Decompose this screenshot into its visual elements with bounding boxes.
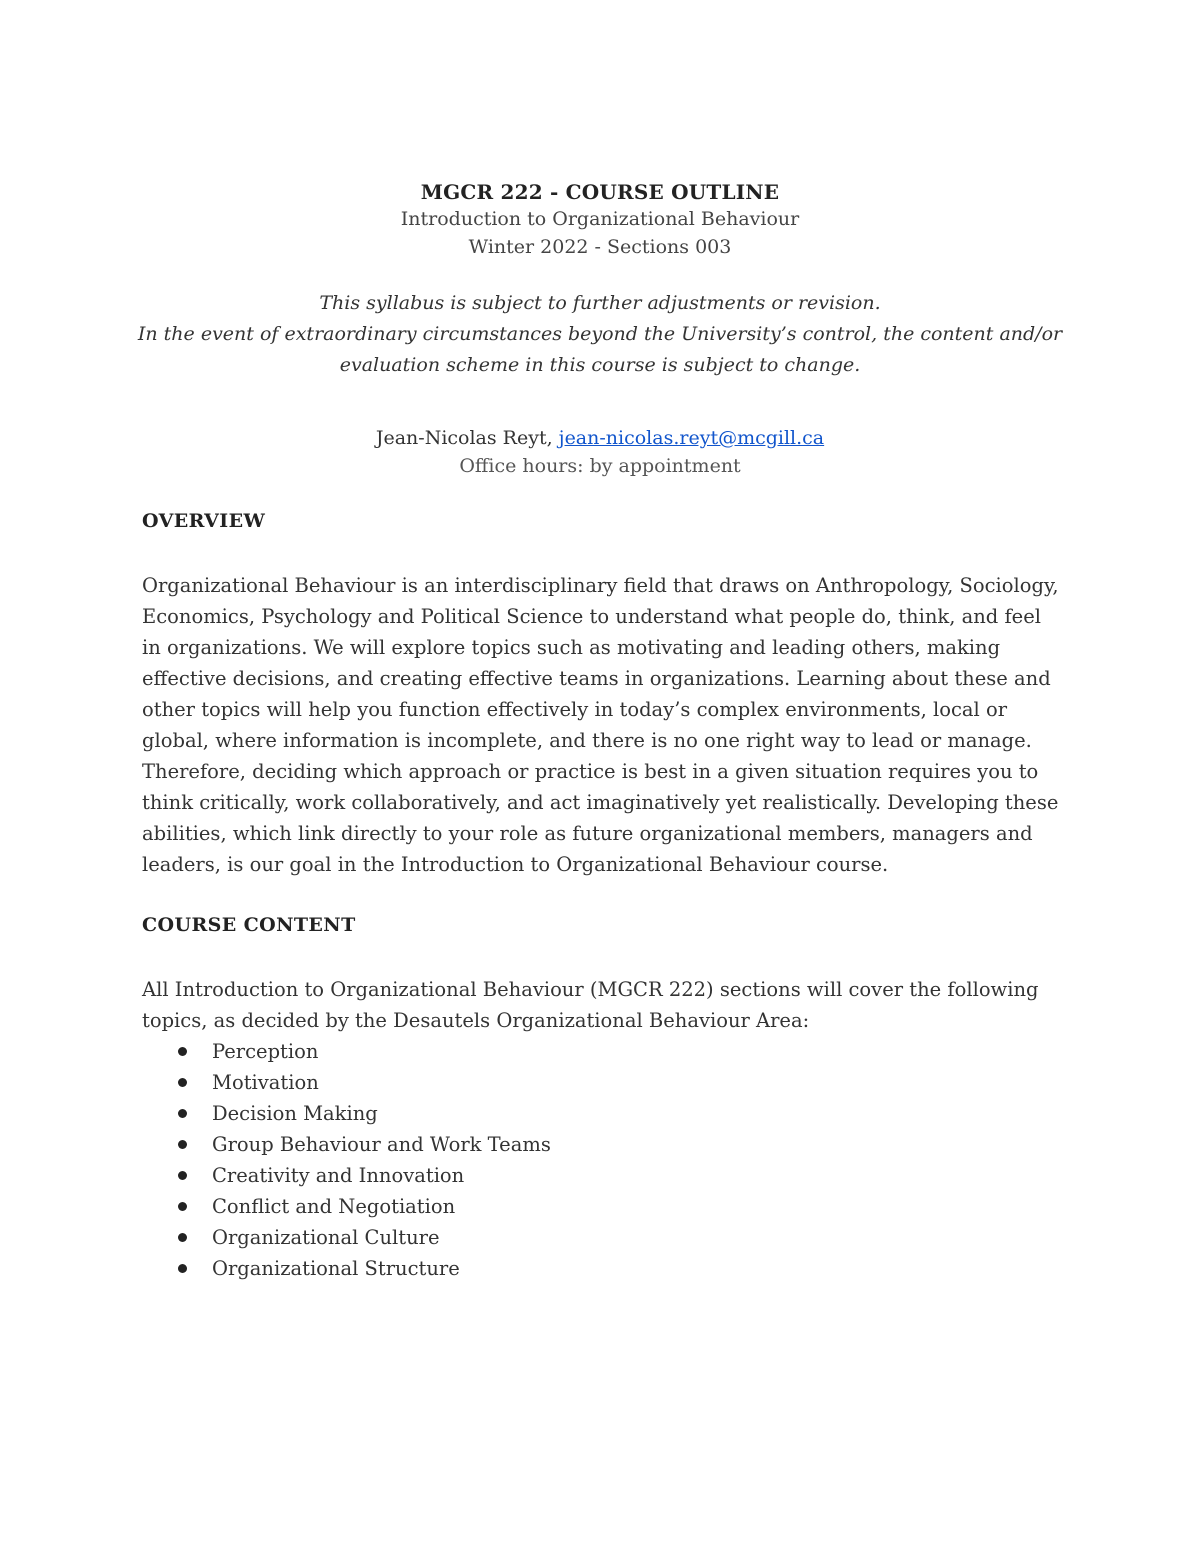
course-content-intro: All Introduction to Organizational Behaviour (MGCR 222) sections will cover the following topics, as decided by the Desautels Organizational Behaviour Area: [142,978,1039,1032]
instructor-email-link[interactable]: jean-nicolas.reyt@mcgill.ca [558,427,825,449]
topic-list [142,1036,551,1284]
topic-label: Perception [212,1040,319,1063]
topic-label: Group Behaviour and Work Teams [212,1133,551,1156]
disclaimer-line-2: In the event of extraordinary circumstances beyond the University’s control, the content and/or evaluation scheme in this course is subject to change. [137,323,1063,376]
instructor-contact [0,424,1200,480]
bullet-icon [178,1202,187,1211]
topic-label: Organizational Structure [212,1257,460,1280]
list-item [142,1191,551,1222]
list-item [142,1036,551,1067]
course-title: MGCR 222 - COURSE OUTLINE [420,180,780,204]
list-item [142,1098,551,1129]
course-content-heading: COURSE CONTENT [142,914,356,936]
bullet-icon [178,1233,187,1242]
disclaimer [120,288,1080,381]
list-item [142,1067,551,1098]
topic-label: Motivation [212,1071,319,1094]
list-item [142,1222,551,1253]
course-term: Winter 2022 - Sections 003 [468,236,732,258]
overview-heading: OVERVIEW [142,510,266,532]
bullet-icon [178,1264,187,1273]
list-item [142,1160,551,1191]
topic-label: Organizational Culture [212,1226,440,1249]
topic-label: Conflict and Negotiation [212,1195,456,1218]
office-hours: Office hours: by appointment [459,455,741,477]
list-item [142,1253,551,1284]
instructor-name: Jean-Nicolas Reyt, [375,427,553,449]
overview-paragraph: Organizational Behaviour is an interdisciplinary field that draws on Anthropology, Sociology, Economics, Psychology and Political Science to understand what people do, think, and feel in organizations. We will explore topics such as motivating and leading others, making effective decisions, and creating effective teams in organizations. Learning about these and other topics will help you function effectively in today’s complex environments, local or global, where information is incomplete, and there is no one right way to lead or manage. Therefore, deciding which approach or practice is best in a given situation requires you to think critically, work collaboratively, and act imaginatively yet realistically. Developing these abilities, which link directly to your role as future organizational members, managers and leaders, is our goal in the Introduction to Organizational Behaviour course. [142,574,1059,876]
bullet-icon [178,1171,187,1180]
bullet-icon [178,1140,187,1149]
bullet-icon [178,1047,187,1056]
bullet-icon [178,1078,187,1087]
course-subtitle: Introduction to Organizational Behaviour [400,208,800,230]
topic-label: Decision Making [212,1102,378,1125]
disclaimer-line-1: This syllabus is subject to further adjustments or revision. [319,292,881,314]
list-item [142,1129,551,1160]
topic-label: Creativity and Innovation [212,1164,465,1187]
bullet-icon [178,1109,187,1118]
